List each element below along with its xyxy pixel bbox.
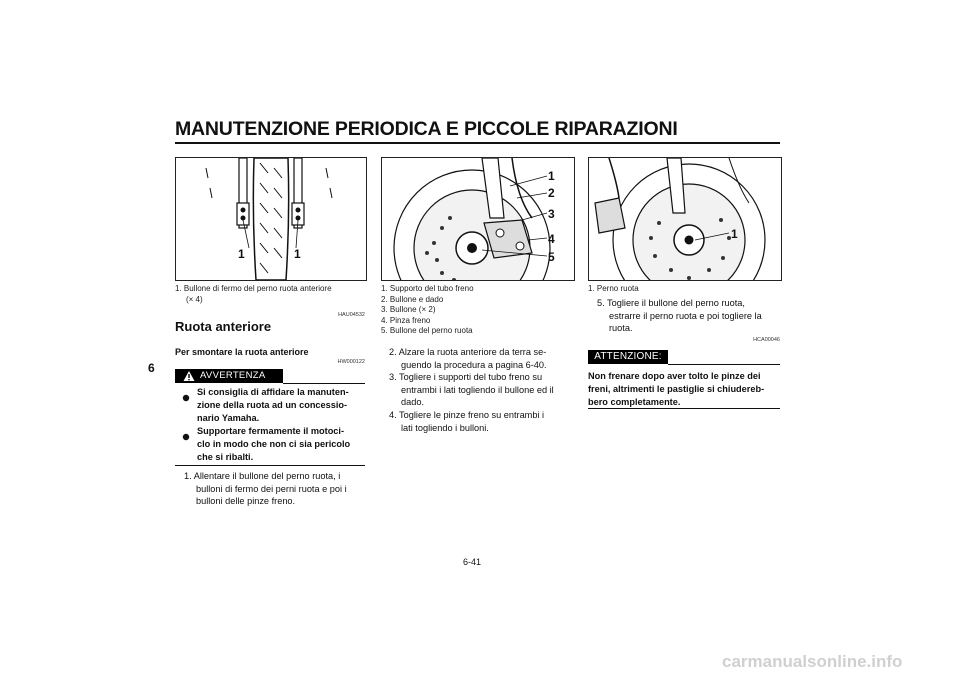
front-tire-illustration xyxy=(176,158,366,280)
step-line: dado. xyxy=(401,397,424,408)
caption-line: 5. Bullone del perno ruota xyxy=(381,326,473,336)
callout-1a: 1 xyxy=(238,247,245,261)
step-line: bulloni delle pinze freno. xyxy=(196,496,296,507)
step-line: 1. Allentare il bullone del perno ruota, i xyxy=(184,471,341,481)
warning-icon xyxy=(183,370,195,382)
ref-code-hw000122: HW000122 xyxy=(337,359,365,365)
warning-label xyxy=(175,369,283,383)
bullet-line: clo in modo che non ci sia pericolo xyxy=(197,439,351,449)
step-3 xyxy=(389,371,575,409)
caution-text xyxy=(588,370,782,409)
callout-5: 5 xyxy=(548,250,555,264)
caution-end-rule xyxy=(588,408,780,409)
callout-2: 2 xyxy=(548,186,555,200)
callout-1b: 1 xyxy=(294,247,301,261)
title-rule xyxy=(175,142,780,144)
bullet-dot xyxy=(182,389,190,407)
bullet-line: nario Yamaha. xyxy=(197,413,260,423)
ref-code-hau04532: HAU04532 xyxy=(338,312,365,318)
section-heading: Ruota anteriore xyxy=(175,319,272,334)
bullet-dot xyxy=(182,428,190,446)
figure-brake-caliper xyxy=(381,157,575,281)
warning-bullet-2 xyxy=(197,425,367,464)
caution-line: bero completamente. xyxy=(588,397,681,407)
figure-front-tire xyxy=(175,157,367,281)
warning-bullet-1 xyxy=(197,386,367,425)
callout-1: 1 xyxy=(548,169,555,183)
callout-4: 4 xyxy=(548,232,555,246)
figure3-caption xyxy=(588,284,780,295)
step-line: 3. Togliere i supporti del tubo freno su xyxy=(389,372,543,382)
ref-code-hca00046: HCA00046 xyxy=(753,337,780,343)
step-line: guendo la procedura a pagina 6-40. xyxy=(401,359,547,370)
warning-text: AVVERTENZA xyxy=(200,370,266,381)
step-2 xyxy=(389,346,575,371)
step-line: ruota. xyxy=(609,323,633,334)
warning-rule xyxy=(283,383,365,384)
step-line: 2. Alzare la ruota anteriore da terra se- xyxy=(389,347,547,357)
section-subheading: Per smontare la ruota anteriore xyxy=(175,347,309,357)
wheel-axle-illustration xyxy=(589,158,781,280)
step-line: estrarre il perno ruota e poi togliere la xyxy=(609,310,762,321)
figure-wheel-axle xyxy=(588,157,782,281)
figure1-caption xyxy=(175,284,365,305)
step-line: entrambi i lati togliendo il bullone ed il xyxy=(401,384,554,395)
caption-line: 1. Perno ruota xyxy=(588,284,639,293)
callout-3: 3 xyxy=(548,207,555,221)
chapter-tab-number: 6 xyxy=(148,361,155,375)
caption-line: 4. Pinza freno xyxy=(381,315,431,325)
step-line: 5. Togliere il bullone del perno ruota, xyxy=(597,298,745,308)
bullet-line: zione della ruota ad un concessio- xyxy=(197,400,348,410)
callout-1: 1 xyxy=(731,227,738,241)
brake-caliper-illustration xyxy=(382,158,574,280)
page-title: MANUTENZIONE PERIODICA E PICCOLE RIPARAZIONI xyxy=(175,118,678,140)
caution-label: ATTENZIONE: xyxy=(588,350,668,364)
figure2-caption xyxy=(381,284,573,337)
step-1 xyxy=(184,470,366,508)
caption-line: 2. Bullone e dado xyxy=(381,294,444,304)
bullet-line: che si ribalti. xyxy=(197,452,254,462)
step-5 xyxy=(597,297,781,335)
bullet-line: Si consiglia di affidare la manuten- xyxy=(197,387,349,397)
bullet-line: Supportare fermamente il motoci- xyxy=(197,426,345,436)
warning-end-rule xyxy=(175,465,365,466)
step-line: lati togliendo i bulloni. xyxy=(401,422,489,433)
step-4 xyxy=(389,409,575,434)
caution-line: freni, altrimenti le pastiglie si chiudereb- xyxy=(588,384,765,394)
step-line: bulloni di fermo dei perni ruota e poi i xyxy=(196,483,347,494)
caption-line: 1. Supporto del tubo freno xyxy=(381,284,474,293)
caption-line: (× 4) xyxy=(186,294,203,304)
caption-line: 1. Bullone di fermo del perno ruota anteriore xyxy=(175,284,332,293)
site-watermark: carmanualsonline.info xyxy=(722,652,903,671)
caution-line: Non frenare dopo aver tolto le pinze dei xyxy=(588,371,761,381)
page-number: 6-41 xyxy=(463,557,482,567)
caution-rule xyxy=(668,364,780,365)
step-line: 4. Togliere le pinze freno su entrambi i xyxy=(389,410,545,420)
caption-line: 3. Bullone (× 2) xyxy=(381,305,436,315)
